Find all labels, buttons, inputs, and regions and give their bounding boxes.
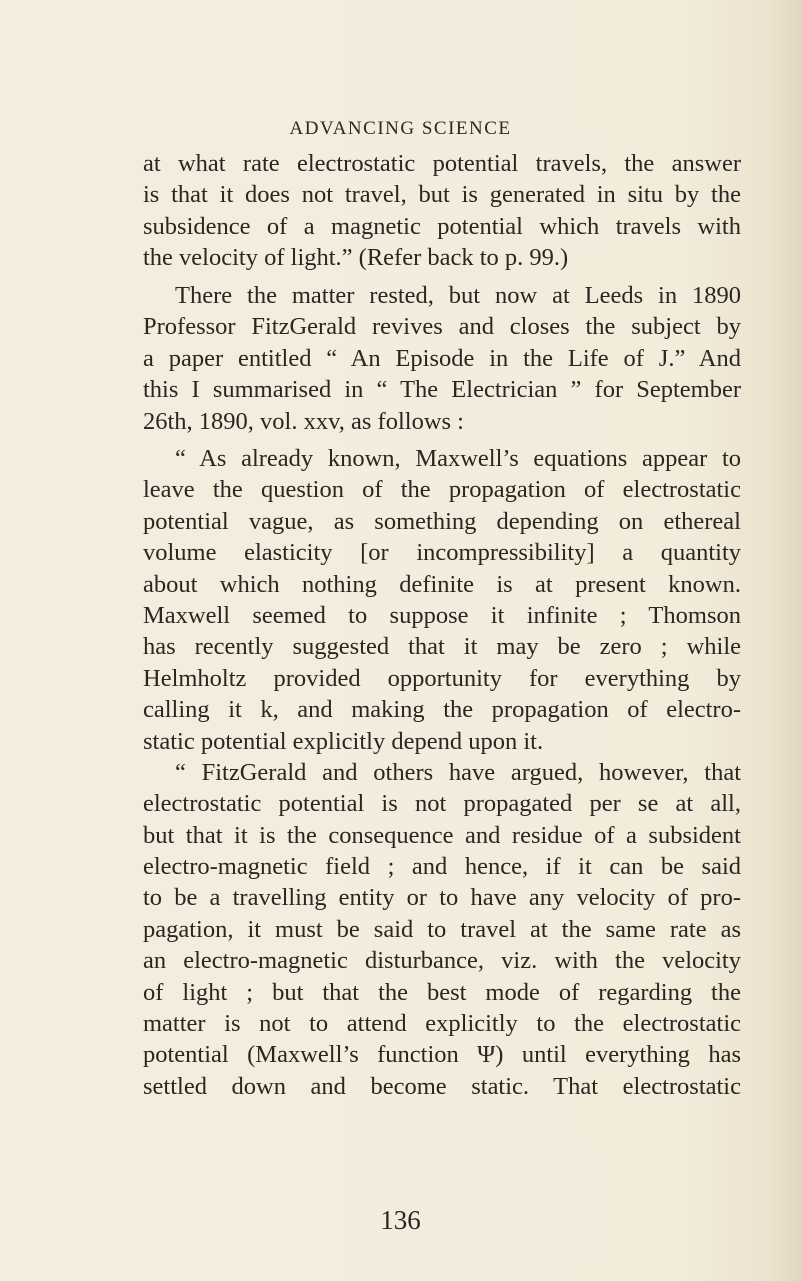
- text-line: an electro-magnetic disturbance, viz. with the velocity: [143, 947, 741, 975]
- paragraph-3-quotation: [143, 443, 741, 1102]
- text-line: the velocity of light.” (Refer back to p. 99.): [143, 244, 569, 272]
- text-line: “ As already known, Maxwell’s equations appear to: [175, 445, 741, 472]
- text-line: to be a travelling entity or to have any velocity of pro-: [143, 884, 741, 912]
- text-line: this I summarised in “ The Electrician ” for September: [143, 376, 741, 404]
- text-line: “ FitzGerald and others have argued, however, that: [175, 758, 741, 786]
- text-line: at what rate electrostatic potential travels, the answer: [143, 150, 741, 177]
- text-line: calling it k, and making the propagation of electro-: [143, 696, 741, 724]
- text-line: static potential explicitly depend upon it.: [143, 727, 544, 755]
- text-line: settled down and become static. That electrostatic: [143, 1072, 741, 1100]
- text-line: Maxwell seemed to suppose it infinite ; Thomson: [143, 601, 741, 629]
- text-line: volume elasticity [or incompressibility] a quantity: [143, 539, 741, 567]
- running-header: ADVANCING SCIENCE: [289, 118, 512, 139]
- text-line: a paper entitled “ An Episode in the Life of J.” And: [143, 344, 741, 372]
- text-line: 26th, 1890, vol. xxv, as follows :: [143, 407, 464, 435]
- page-number: 136: [380, 1205, 421, 1235]
- text-line: potential (Maxwell’s function Ψ) until everything has: [143, 1041, 741, 1069]
- text-line: potential vague, as something depending on ethereal: [143, 507, 741, 535]
- text-line: of light ; but that the best mode of regarding the: [143, 978, 741, 1006]
- text-line: electrostatic potential is not propagated per se at all,: [143, 790, 741, 818]
- text-line: electro-magnetic field ; and hence, if it can be said: [143, 853, 741, 881]
- text-line: Helmholtz provided opportunity for everything by: [143, 664, 741, 692]
- text-line: Professor FitzGerald revives and closes the subject by: [143, 313, 741, 341]
- text-line: but that it is the consequence and residue of a subsident: [143, 821, 741, 849]
- paragraph-2: [143, 280, 741, 437]
- text-line: leave the question of the propagation of electrostatic: [143, 476, 741, 504]
- text-line: There the matter rested, but now at Leeds in 1890: [175, 282, 741, 309]
- text-line: matter is not to attend explicitly to the electrostatic: [143, 1010, 741, 1038]
- text-line: is that it does not travel, but is generated in situ by the: [143, 181, 741, 209]
- paragraph-1: [143, 148, 741, 274]
- text-line: subsidence of a magnetic potential which travels with: [143, 212, 741, 240]
- text-line: about which nothing definite is at present known.: [143, 570, 741, 598]
- text-line: pagation, it must be said to travel at the same rate as: [143, 915, 741, 943]
- text-line: has recently suggested that it may be zero ; while: [143, 633, 741, 661]
